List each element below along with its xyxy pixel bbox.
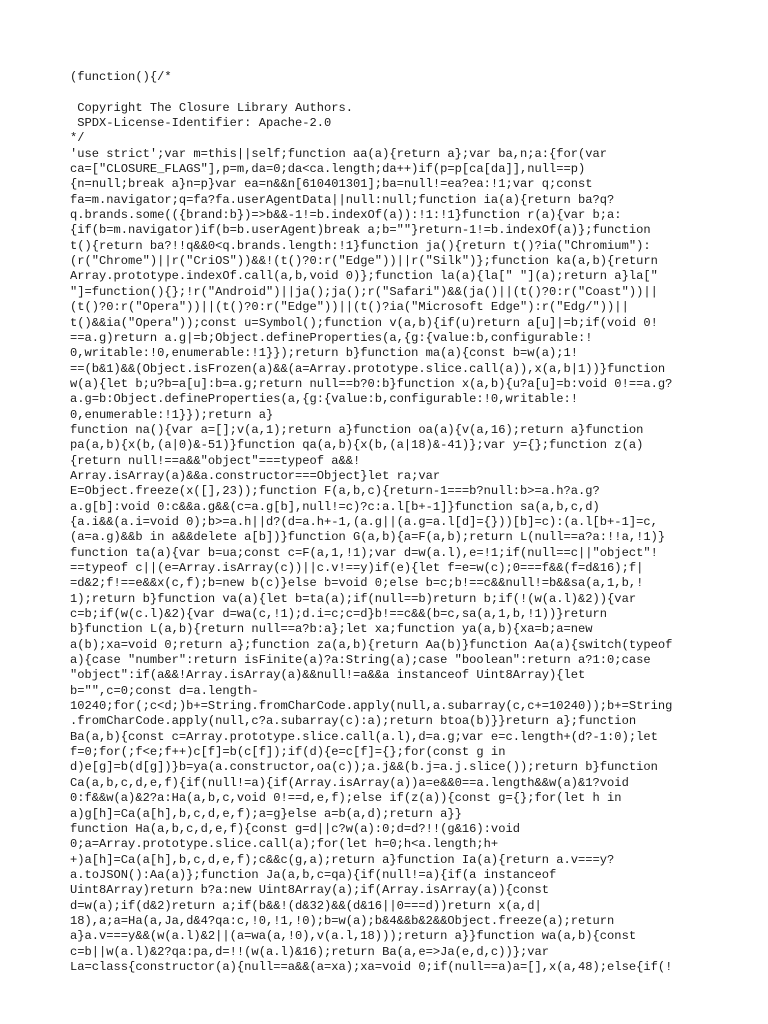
code-line: ==typeof c||(e=Array.isArray(c))||c.v!==y)if(e){let f=e=w(c);0===f&&(f=d&16);f|	[70, 561, 644, 575]
code-line	[70, 85, 706, 100]
code-line: a.g=b:Object.defineProperties(a,{g:{value:b,configurable:!0,writable:!	[70, 392, 579, 407]
code-line: Ca(a,b,c,d,e,f){if(null!=a){if(Array.isArray(a))a=e&&0==a.length&&w(a)&1?void	[70, 775, 629, 790]
code-line: function Ha(a,b,c,d,e,f){const g=d||c?w(a):0;d=d?!!(g&16):void	[70, 821, 520, 836]
code-line: {a.i&&(a.i=void 0);b>=a.h||d?(d=a.h+-1,(a.g||(a.g=a.l[d]={}))[b]=c):(a.l[b+-1]=c,	[70, 514, 658, 529]
code-line: function ta(a){var b=ua;const c=F(a,1,!1);var d=w(a.l),e=!1;if(null==c||"object"!	[70, 545, 658, 560]
code-line: a)g[h]=Ca(a[h],b,c,d,e,f);a=g}else a=b(a,d);return a}}	[70, 806, 462, 821]
code-line: function na(){var a=[];v(a,1);return a}function oa(a){v(a,16);return a}function	[70, 422, 644, 437]
code-line: a.g[b]:void 0:c&&a.g&&(c=a.g[b],null!=c)?c:a.l[b+-1]}function sa(a,b,c,d)	[70, 499, 600, 514]
code-line: Array.isArray(a)&&a.constructor===Object}let ra;var	[70, 468, 441, 483]
code-line: +)a[h]=Ca(a[h],b,c,d,e,f);c&&c(g,a);return a}function Ia(a){return a.v===y?	[70, 852, 615, 867]
code-line: c=b;if(w(c.l)&2){var d=wa(c,!1);d.i=c;c=d}b!==c&&(b=c,sa(a,1,b,!1))}return	[70, 607, 608, 622]
code-line: pa(a,b){x(b,(a|0)&-51)}function qa(a,b){x(b,(a|18)&-41)};var y={};function z(a)	[70, 438, 644, 453]
code-line: Copyright The Closure Library Authors.	[70, 100, 354, 115]
code-line: (function(){/*	[70, 70, 172, 84]
code-line: "]=function(){};!r("Android")||ja();ja();r("Safari")&&(ja()||(t()?0:r("Coast"))||	[70, 284, 658, 299]
code-line: c=b||w(a.l)&2?qa:pa,d=!!(w(a.l)&16);return Ba(a,e=>Ja(e,d,c))};var	[70, 944, 549, 959]
code-line: 0,writable:!0,enumerable:!1}});return b}function ma(a){const b=w(a);1!	[70, 346, 579, 361]
code-line: b}function L(a,b){return null==a?b:a};let xa;function ya(a,b){xa=b;a=new	[70, 622, 593, 637]
code-line: t(){return ba?!!q&&0<q.brands.length:!1}function ja(){return t()?ia("Chromium"):	[70, 238, 651, 253]
code-line: Uint8Array)return b?a:new Uint8Array(a);if(Array.isArray(a)){const	[70, 883, 549, 898]
code-line: 'use strict';var m=this||self;function aa(a){return a};var ba,n;a:{for(var	[70, 146, 608, 161]
code-line: ==(b&1)&&(Object.isFrozen(a)&&(a=Array.prototype.slice.call(a)),x(a,b|1))}function	[70, 361, 666, 376]
code-line: {n=null;break a}n=p}var ea=n&&n[610401301];ba=null!=ea?ea:!1;var q;const	[70, 177, 593, 192]
code-line: a.toJSON():Aa(a)};function Ja(a,b,c=qa){if(null!=a){if(a instanceof	[70, 867, 557, 882]
code-line: .fromCharCode.apply(null,c?a.subarray(c):a);return btoa(b)}}return a};function	[70, 714, 637, 729]
code-line: La=class{constructor(a){null==a&&(a=xa);xa=void 0;if(null==a)a=[],x(a,48);else{if(!	[70, 959, 673, 974]
code-line: 0,enumerable:!1}});return a}	[70, 407, 274, 422]
code-line: 0;a=Array.prototype.slice.call(a);for(let h=0;h<a.length;h+	[70, 837, 499, 852]
code-line: 18),a;a=Ha(a,Ja,d&4?qa:c,!0,!1,!0);b=w(a);b&4&&b&2&&Object.freeze(a);return	[70, 913, 615, 928]
code-line: a}a.v===y&&(w(a.l)&2||(a=wa(a,!0),v(a.l,18)));return a}}function wa(a,b){const	[70, 929, 637, 944]
code-line: d=w(a);if(d&2)return a;if(b&&!(d&32)&&(d&16||0===d))return x(a,d|	[70, 898, 542, 913]
code-line: Ba(a,b){const c=Array.prototype.slice.call(a.l),d=a.g;var e=c.length+(d?-1:0);let	[70, 729, 658, 744]
code-line: fa=m.navigator;q=fa?fa.userAgentData||null:null;function ia(a){return ba?q?	[70, 192, 615, 207]
code-line: d)e[g]=b(d[g])}b=ya(a.constructor,oa(c));a.j&&(b.j=a.j.slice());return b}function	[70, 760, 658, 775]
code-line: Array.prototype.indexOf.call(a,b,void 0)};function la(a){la[" "](a);return a}la["	[70, 269, 658, 284]
code-line: ca=["CLOSURE_FLAGS"],p=m,da=0;da<ca.length;da++)if(p=p[ca[da]],null==p)	[70, 162, 586, 177]
code-line: E=Object.freeze(x([],23));function F(a,b,c){return-1===b?null:b>=a.h?a.g?	[70, 484, 600, 499]
code-line: 10240;for(;c<d;)b+=String.fromCharCode.apply(null,a.subarray(c,c+=10240));b+=String	[70, 699, 673, 714]
code-line: =d&2;f!==e&&x(c,f);b=new b(c)}else b=void 0;else b=c;b!==c&&null!=b&&sa(a,1,b,!	[70, 576, 644, 591]
code-line: {return null!==a&&"object"===typeof a&&!	[70, 453, 361, 468]
code-line: f=0;for(;f<e;f++)c[f]=b(c[f]);if(d){e=c[f]={};for(const g in	[70, 745, 506, 760]
code-line: a){case "number":return isFinite(a)?a:String(a);case "boolean":return a?1:0;case	[70, 653, 651, 668]
code-line: (t()?0:r("Opera"))||(t()?0:r("Edge"))||(t()?ia("Microsoft Edge"):r("Edg/"))||	[70, 300, 629, 315]
code-line: SPDX-License-Identifier: Apache-2.0	[70, 116, 332, 131]
code-line: q.brands.some(({brand:b})=>b&&-1!=b.indexOf(a)):!1:!1}function r(a){var b;a:	[70, 208, 622, 223]
code-line: a(b);xa=void 0;return a};function za(a,b){return Aa(b)}function Aa(a){switch(typeof	[70, 637, 673, 652]
code-line: {if(b=m.navigator)if(b=b.userAgent)break a;b=""}return-1!=b.indexOf(a)};function	[70, 223, 651, 238]
code-line: (a=a.g)&&b in a&&delete a[b])}function G(a,b){a=F(a,b);return L(null==a?a:!!a,!1)}	[70, 530, 666, 545]
code-line: b="",c=0;const d=a.length-	[70, 683, 259, 698]
code-line: (r("Chrome")||r("CriOS"))&&!(t()?0:r("Edge"))||r("Silk")};function ka(a,b){return	[70, 254, 658, 269]
code-line: */	[70, 131, 85, 146]
code-line: "object":if(a&&!Array.isArray(a)&&null!=a&&a instanceof Uint8Array){let	[70, 668, 586, 683]
code-line: t()&&ia("Opera"));const u=Symbol();function v(a,b){if(u)return a[u]|=b;if(void 0!	[70, 315, 658, 330]
source-code-view	[70, 70, 706, 975]
code-line: 0:f&&w(a)&2?a:Ha(a,b,c,void 0!==d,e,f);else if(z(a)){const g={};for(let h in	[70, 791, 622, 806]
code-line: 1);return b}function va(a){let b=ta(a);if(null==b)return b;if(!(w(a.l)&2)){var	[70, 591, 637, 606]
code-line: ==a.g)return a.g|=b;Object.defineProperties(a,{g:{value:b,configurable:!	[70, 330, 593, 345]
code-line: w(a){let b;u?b=a[u]:b=a.g;return null==b?0:b}function x(a,b){u?a[u]=b:void 0!==a.g?	[70, 376, 673, 391]
